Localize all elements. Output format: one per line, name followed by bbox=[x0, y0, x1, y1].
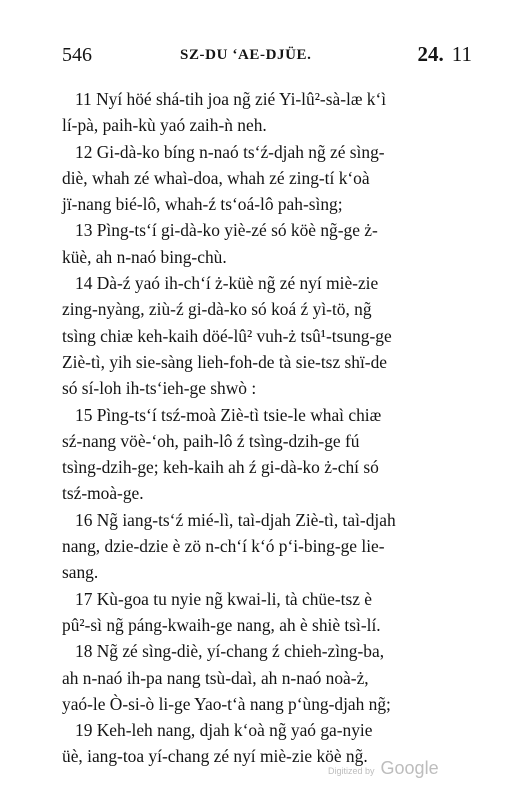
verse-paragraph bbox=[62, 507, 474, 586]
chapter-number: 24. bbox=[417, 42, 444, 66]
verse-text-body bbox=[62, 86, 474, 770]
verse-line: sang. bbox=[62, 562, 99, 583]
verse-paragraph bbox=[62, 139, 474, 218]
verse-line: lí-pà, paih-kù yaó zaih-ǹ neh. bbox=[62, 115, 267, 136]
verse-line: 13 Pìng-ts‘í gi-dà-ko yiè-zé só köè ng̃-ge ż- bbox=[75, 220, 378, 241]
google-logo: Google bbox=[380, 758, 439, 778]
verse-line: zing-nyàng, ziù-ź gi-dà-ko só koá ź yì-tö, ng̃ bbox=[62, 299, 372, 320]
verse-line: só sí-loh ih-ts‘ieh-ge shwò : bbox=[62, 378, 257, 399]
page-number: 546 bbox=[62, 44, 92, 66]
verse-line: 15 Pìng-ts‘í tsź-moà Ziè-tì tsie-le whaì chiæ bbox=[75, 404, 382, 425]
verse-line: tsìng-dzih-ge; keh-kaih ah ź gi-dà-ko ż-chí só bbox=[62, 457, 379, 478]
verse-paragraph bbox=[62, 217, 474, 270]
verse-line: 14 Dà-ź yaó ih-ch‘í ż-küè ng̃ zé nyí miè-zie bbox=[75, 273, 379, 294]
digitized-by-label: Digitized by bbox=[328, 766, 375, 776]
chapter-verse-reference bbox=[418, 42, 472, 67]
verse-line: 11 Nyí höé shá-tih joa ng̃ zié Yi-lû²-sà-læ k‘ì bbox=[75, 89, 387, 109]
verse-line: ah n-naó ih-pa nang tsù-daì, ah n-naó noà-ż, bbox=[62, 667, 369, 688]
page-header bbox=[62, 42, 472, 72]
verse-line: diè, whah zé whaì-doa, whah zé zing-tí k‘oà bbox=[62, 167, 370, 188]
verse-line: tsź-moà-ge. bbox=[62, 483, 144, 504]
verse-line: küè, ah n-naó bing-chù. bbox=[62, 246, 227, 267]
verse-paragraph bbox=[62, 586, 474, 639]
verse-line: 18 Ng̃ zé sìng-diè, yí-chang ź chieh-zìng-ba, bbox=[75, 641, 385, 662]
verse-line: 17 Kù-goa tu nyie ng̃ kwai-li, tà chüe-tsz è bbox=[75, 588, 372, 609]
verse-line: jï-nang bié-lô, whah-ź ts‘oá-lô pah-sìng; bbox=[62, 194, 343, 215]
verse-paragraph bbox=[62, 86, 474, 139]
verse-paragraph bbox=[62, 402, 474, 507]
verse-line: 12 Gi-dà-ko bíng n-naó ts‘ź-djah ng̃ zé sìng- bbox=[75, 141, 385, 162]
verse-number: 11 bbox=[451, 42, 472, 66]
verse-line: üè, iang-toa yí-chang zé nyí miè-zie köè ng̃. bbox=[62, 746, 368, 767]
verse-line: 16 Ng̃ iang-ts‘ź mié-lì, taì-djah Ziè-tì, taì-djah bbox=[75, 509, 396, 530]
verse-line: pû²-sì ng̃ páng-kwaih-ge nang, ah è shiè tsì-lí. bbox=[62, 614, 381, 635]
verse-paragraph bbox=[62, 638, 474, 717]
verse-line: tsìng chiæ keh-kaih döé-lû² vuh-ż tsû¹-tsung-ge bbox=[62, 325, 392, 346]
verse-line: yaó-le Ò-si-ò li-ge Yao-t‘à nang p‘ùng-djah ng̃; bbox=[62, 693, 391, 714]
verse-line: 19 Keh-leh nang, djah k‘oà ng̃ yaó ga-nyie bbox=[75, 720, 373, 741]
digitized-by-google-watermark bbox=[328, 758, 439, 779]
verse-paragraph bbox=[62, 270, 474, 401]
verse-line: sź-nang vöè-‘oh, paih-lô ź tsìng-dzih-ge fú bbox=[62, 430, 360, 451]
verse-line: nang, dzie-dzie è zö n-ch‘í k‘ó p‘i-bing-ge lie- bbox=[62, 536, 385, 557]
running-title: SZ-DU ‘AE-DJÜE. bbox=[180, 47, 312, 63]
verse-line: Ziè-tì, yih sie-sàng lieh-foh-de tà sie-tsz shï-de bbox=[62, 351, 388, 372]
